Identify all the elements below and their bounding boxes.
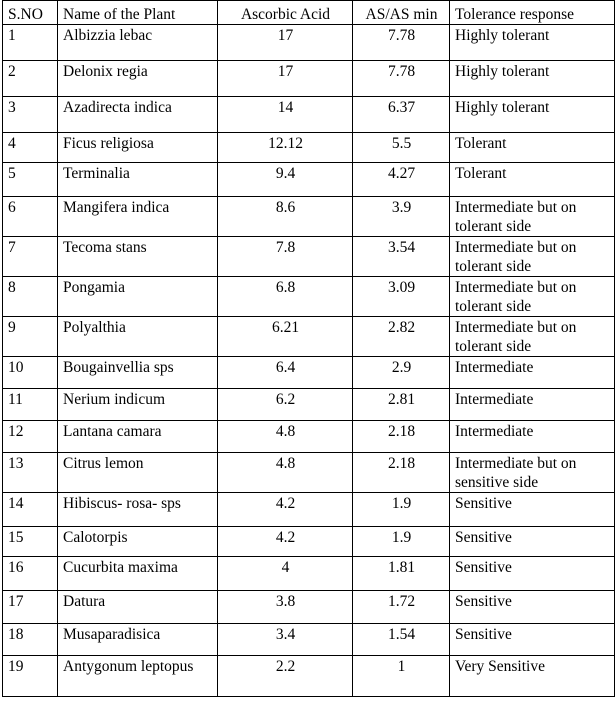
cell-as-as-min: 2.9 bbox=[353, 357, 450, 389]
cell-tolerance: Sensitive bbox=[450, 527, 615, 557]
table-row bbox=[3, 389, 615, 421]
cell-plant-name: Albizzia lebac bbox=[58, 25, 218, 61]
cell-plant-name: Terminalia bbox=[58, 163, 218, 197]
cell-sno: 7 bbox=[3, 237, 58, 277]
cell-sno: 18 bbox=[3, 624, 58, 656]
cell-sno: 13 bbox=[3, 453, 58, 493]
cell-as-as-min: 2.82 bbox=[353, 317, 450, 357]
table-row bbox=[3, 277, 615, 317]
cell-tolerance: Intermediate but on tolerant side bbox=[450, 277, 615, 317]
cell-tolerance: Intermediate bbox=[450, 389, 615, 421]
cell-as-as-min: 1 bbox=[353, 656, 450, 697]
table-row bbox=[3, 25, 615, 61]
cell-plant-name: Pongamia bbox=[58, 277, 218, 317]
table-row bbox=[3, 133, 615, 163]
cell-ascorbic-acid: 9.4 bbox=[218, 163, 353, 197]
cell-sno: 19 bbox=[3, 656, 58, 697]
cell-sno: 9 bbox=[3, 317, 58, 357]
cell-tolerance: Intermediate bbox=[450, 357, 615, 389]
cell-ascorbic-acid: 4.2 bbox=[218, 493, 353, 527]
cell-plant-name: Delonix regia bbox=[58, 61, 218, 97]
cell-sno: 4 bbox=[3, 133, 58, 163]
cell-ascorbic-acid: 6.21 bbox=[218, 317, 353, 357]
cell-as-as-min: 7.78 bbox=[353, 61, 450, 97]
table-row bbox=[3, 624, 615, 656]
cell-plant-name: Bougainvellia sps bbox=[58, 357, 218, 389]
table-row bbox=[3, 591, 615, 624]
cell-as-as-min: 1.54 bbox=[353, 624, 450, 656]
cell-sno: 11 bbox=[3, 389, 58, 421]
table-row bbox=[3, 357, 615, 389]
table-row bbox=[3, 163, 615, 197]
cell-as-as-min: 3.09 bbox=[353, 277, 450, 317]
cell-tolerance: Sensitive bbox=[450, 624, 615, 656]
table-row bbox=[3, 237, 615, 277]
cell-tolerance: Highly tolerant bbox=[450, 97, 615, 133]
table-row bbox=[3, 197, 615, 237]
cell-as-as-min: 6.37 bbox=[353, 97, 450, 133]
cell-tolerance: Intermediate but on tolerant side bbox=[450, 317, 615, 357]
table-header-row bbox=[3, 1, 615, 25]
cell-tolerance: Intermediate but on tolerant side bbox=[450, 197, 615, 237]
cell-plant-name: Ficus religiosa bbox=[58, 133, 218, 163]
cell-as-as-min: 3.9 bbox=[353, 197, 450, 237]
cell-sno: 10 bbox=[3, 357, 58, 389]
cell-tolerance: Highly tolerant bbox=[450, 61, 615, 97]
cell-ascorbic-acid: 14 bbox=[218, 97, 353, 133]
cell-plant-name: Tecoma stans bbox=[58, 237, 218, 277]
cell-plant-name: Hibiscus- rosa- sps bbox=[58, 493, 218, 527]
cell-plant-name: Calotorpis bbox=[58, 527, 218, 557]
cell-tolerance: Tolerant bbox=[450, 133, 615, 163]
cell-plant-name: Polyalthia bbox=[58, 317, 218, 357]
cell-ascorbic-acid: 17 bbox=[218, 25, 353, 61]
cell-tolerance: Sensitive bbox=[450, 557, 615, 591]
cell-sno: 3 bbox=[3, 97, 58, 133]
cell-tolerance: Sensitive bbox=[450, 493, 615, 527]
cell-sno: 14 bbox=[3, 493, 58, 527]
cell-sno: 5 bbox=[3, 163, 58, 197]
cell-sno: 6 bbox=[3, 197, 58, 237]
cell-as-as-min: 4.27 bbox=[353, 163, 450, 197]
table-row bbox=[3, 421, 615, 453]
cell-sno: 8 bbox=[3, 277, 58, 317]
cell-sno: 16 bbox=[3, 557, 58, 591]
cell-plant-name: Cucurbita maxima bbox=[58, 557, 218, 591]
table-row bbox=[3, 493, 615, 527]
cell-ascorbic-acid: 6.8 bbox=[218, 277, 353, 317]
table-row bbox=[3, 317, 615, 357]
cell-as-as-min: 1.9 bbox=[353, 493, 450, 527]
cell-sno: 12 bbox=[3, 421, 58, 453]
cell-as-as-min: 2.81 bbox=[353, 389, 450, 421]
cell-plant-name: Nerium indicum bbox=[58, 389, 218, 421]
cell-tolerance: Intermediate but on sensitive side bbox=[450, 453, 615, 493]
cell-ascorbic-acid: 6.2 bbox=[218, 389, 353, 421]
cell-plant-name: Lantana camara bbox=[58, 421, 218, 453]
cell-as-as-min: 1.81 bbox=[353, 557, 450, 591]
cell-as-as-min: 2.18 bbox=[353, 421, 450, 453]
cell-ascorbic-acid: 3.4 bbox=[218, 624, 353, 656]
cell-ascorbic-acid: 8.6 bbox=[218, 197, 353, 237]
cell-tolerance: Highly tolerant bbox=[450, 25, 615, 61]
cell-ascorbic-acid: 4.8 bbox=[218, 453, 353, 493]
cell-ascorbic-acid: 6.4 bbox=[218, 357, 353, 389]
table-row bbox=[3, 97, 615, 133]
cell-ascorbic-acid: 4.8 bbox=[218, 421, 353, 453]
cell-as-as-min: 2.18 bbox=[353, 453, 450, 493]
cell-ascorbic-acid: 4.2 bbox=[218, 527, 353, 557]
cell-ascorbic-acid: 12.12 bbox=[218, 133, 353, 163]
cell-ascorbic-acid: 3.8 bbox=[218, 591, 353, 624]
cell-plant-name: Antygonum leptopus bbox=[58, 656, 218, 697]
header-tolerance-response: Tolerance response bbox=[450, 1, 615, 25]
cell-plant-name: Datura bbox=[58, 591, 218, 624]
cell-sno: 15 bbox=[3, 527, 58, 557]
cell-ascorbic-acid: 7.8 bbox=[218, 237, 353, 277]
header-sno: S.NO bbox=[3, 1, 58, 25]
cell-ascorbic-acid: 2.2 bbox=[218, 656, 353, 697]
cell-ascorbic-acid: 4 bbox=[218, 557, 353, 591]
cell-as-as-min: 1.9 bbox=[353, 527, 450, 557]
cell-tolerance: Intermediate bbox=[450, 421, 615, 453]
table-row bbox=[3, 527, 615, 557]
cell-tolerance: Very Sensitive bbox=[450, 656, 615, 697]
header-plant-name: Name of the Plant bbox=[58, 1, 218, 25]
cell-plant-name: Musaparadisica bbox=[58, 624, 218, 656]
cell-plant-name: Mangifera indica bbox=[58, 197, 218, 237]
cell-sno: 1 bbox=[3, 25, 58, 61]
cell-tolerance: Sensitive bbox=[450, 591, 615, 624]
cell-ascorbic-acid: 17 bbox=[218, 61, 353, 97]
cell-tolerance: Intermediate but on tolerant side bbox=[450, 237, 615, 277]
cell-as-as-min: 3.54 bbox=[353, 237, 450, 277]
cell-tolerance: Tolerant bbox=[450, 163, 615, 197]
table-row bbox=[3, 656, 615, 697]
cell-as-as-min: 1.72 bbox=[353, 591, 450, 624]
cell-plant-name: Azadirecta indica bbox=[58, 97, 218, 133]
cell-sno: 2 bbox=[3, 61, 58, 97]
cell-sno: 17 bbox=[3, 591, 58, 624]
table-row bbox=[3, 453, 615, 493]
cell-plant-name: Citrus lemon bbox=[58, 453, 218, 493]
plant-tolerance-table bbox=[2, 0, 615, 697]
cell-as-as-min: 7.78 bbox=[353, 25, 450, 61]
cell-as-as-min: 5.5 bbox=[353, 133, 450, 163]
table-row bbox=[3, 557, 615, 591]
header-as-as-min: AS/AS min bbox=[353, 1, 450, 25]
table-row bbox=[3, 61, 615, 97]
header-ascorbic-acid: Ascorbic Acid bbox=[218, 1, 353, 25]
